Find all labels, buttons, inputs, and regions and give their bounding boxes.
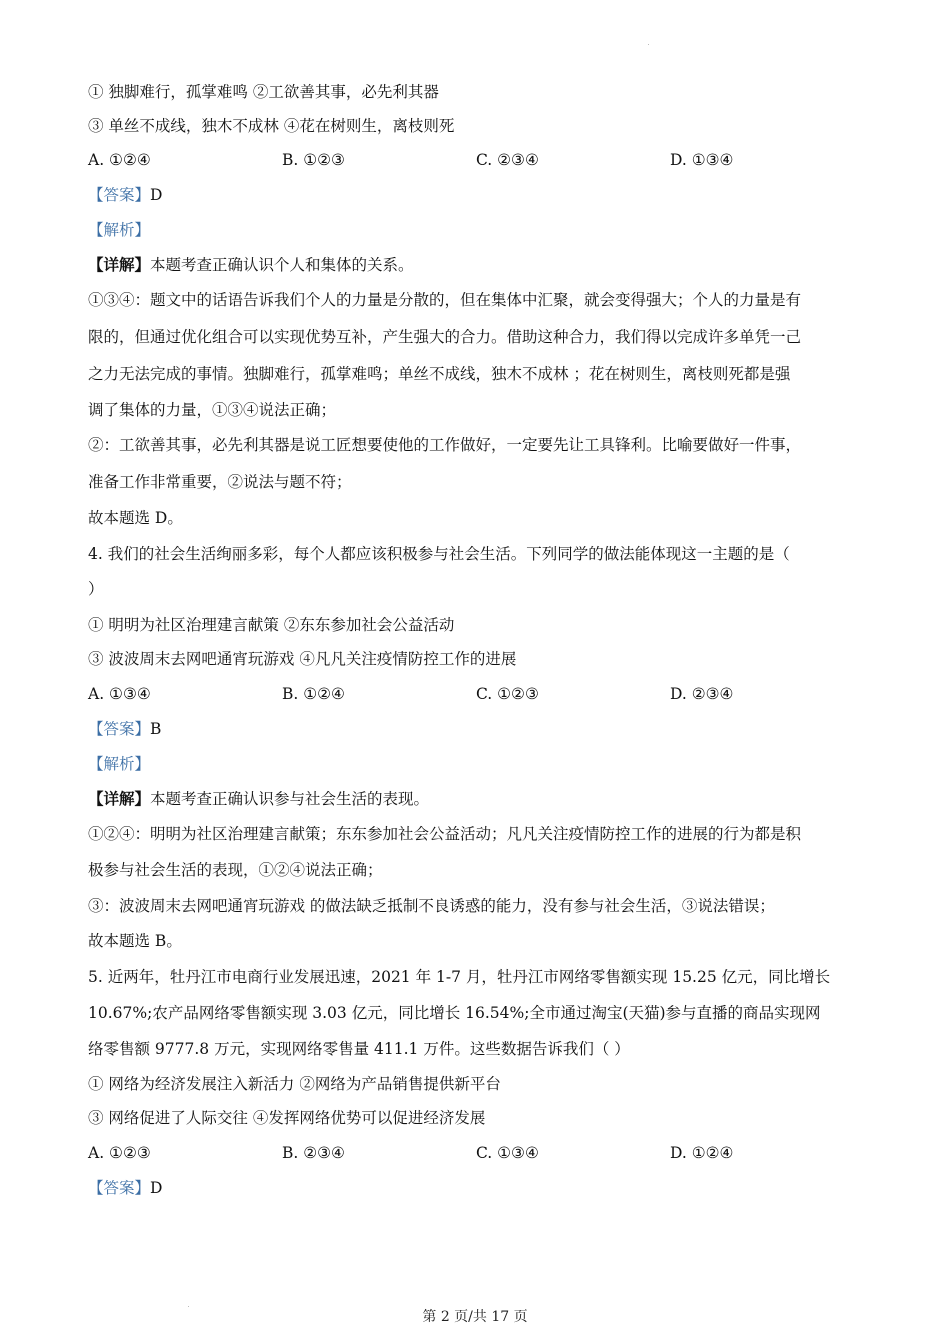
q4-statements-3-4: ③ 波波周末去网吧通宵玩游戏 ④凡凡关注疫情防控工作的进展 — [88, 650, 517, 668]
q3-conclusion: 故本题选 D。 — [88, 509, 183, 527]
q4-option-a: A. ①③④ — [88, 685, 151, 703]
answer-tag: 【答案】 — [88, 720, 151, 738]
q4-options — [88, 683, 868, 705]
detail-tag: 【详解】 — [88, 255, 151, 274]
q4-detail — [88, 788, 429, 810]
q3-analysis-tag: 【解析】 — [88, 221, 151, 239]
q3-explanation-line: ①③④：题文中的话语告诉我们个人的力量是分散的，但在集体中汇聚，就会变得强大；个人的力量是有 — [88, 291, 802, 309]
q3-explanation-line: 准备工作非常重要，②说法与题不符； — [88, 473, 352, 491]
q5-option-c: C. ①③④ — [476, 1144, 539, 1162]
q4-detail-intro: 本题考查正确认识参与社会生活的表现。 — [150, 790, 430, 808]
q4-answer-value: B — [150, 720, 162, 738]
q4-conclusion: 故本题选 B。 — [88, 932, 182, 950]
q4-explanation-line: ③：波波周末去网吧通宵玩游戏 的做法缺乏抵制不良诱惑的能力，没有参与社会生活，③说法错误； — [88, 897, 775, 915]
scan-speck — [648, 44, 649, 45]
answer-tag: 【答案】 — [88, 186, 151, 204]
detail-tag: 【详解】 — [88, 789, 151, 808]
q3-option-a: A. ①②④ — [88, 151, 151, 169]
q5-question-line: 络零售额 9777.8 万元，实现网络零售量 411.1 万件。这些数据告诉我们（ ） — [88, 1040, 630, 1058]
q3-explanation-line: ②：工欲善其事，必先利其器是说工匠想要使他的工作做好，一定要先让工具锋利。比喻要做好一件事， — [88, 436, 802, 454]
q3-explanation-line: 调了集体的力量，①③④说法正确； — [88, 401, 337, 419]
q3-answer-value: D — [150, 186, 163, 204]
q5-option-a: A. ①②③ — [88, 1144, 151, 1162]
q3-option-d: D. ①③④ — [670, 151, 734, 169]
q4-answer — [88, 718, 161, 740]
answer-tag: 【答案】 — [88, 1179, 151, 1197]
q5-option-d: D. ①②④ — [670, 1144, 734, 1162]
q4-option-d: D. ②③④ — [670, 685, 734, 703]
q3-explanation-line: 之力无法完成的事情。独脚难行，孤掌难鸣；单丝不成线，独木不成林 ；花在树则生，离枝则死都是强 — [88, 365, 791, 383]
q5-answer — [88, 1177, 162, 1199]
q4-option-b: B. ①②④ — [282, 685, 345, 703]
q5-statements-1-2: ① 网络为经济发展注入新活力 ②网络为产品销售提供新平台 — [88, 1075, 501, 1093]
q5-question-line: 5. 近两年，牡丹江市电商行业发展迅速，2021 年 1-7 月，牡丹江市网络零售额实现 15.25 亿元，同比增长 — [88, 968, 831, 986]
q4-analysis-tag: 【解析】 — [88, 755, 151, 773]
q5-statements-3-4: ③ 网络促进了人际交往 ④发挥网络优势可以促进经济发展 — [88, 1109, 486, 1127]
q3-statements-1-2: ① 独脚难行，孤掌难鸣 ②工欲善其事，必先利其器 — [88, 83, 439, 101]
q4-statements-1-2: ① 明明为社区治理建言献策 ②东东参加社会公益活动 — [88, 616, 455, 634]
q3-answer — [88, 184, 162, 206]
q5-answer-value: D — [150, 1179, 163, 1197]
q3-option-c: C. ②③④ — [476, 151, 539, 169]
q3-options — [88, 149, 868, 171]
q5-options — [88, 1142, 868, 1164]
q3-detail-intro: 本题考查正确认识个人和集体的关系。 — [150, 256, 414, 274]
q5-option-b: B. ②③④ — [282, 1144, 345, 1162]
q3-statements-3-4: ③ 单丝不成线，独木不成林 ④花在树则生，离枝则死 — [88, 117, 455, 135]
q3-explanation-line: 限的，但通过优化组合可以实现优势互补，产生强大的合力。借助这种合力，我们得以完成许多单凭一己 — [88, 328, 802, 346]
q4-question-bracket: ） — [88, 580, 104, 598]
q5-question-line: 10.67%;农产品网络零售额实现 3.03 亿元，同比增长 16.54%;全市通过淘宝(天猫)参与直播的商品实现网 — [88, 1004, 821, 1022]
q4-explanation-line: ①②④：明明为社区治理建言献策；东东参加社会公益活动；凡凡关注疫情防控工作的进展的行为都是积 — [88, 825, 802, 843]
q3-option-b: B. ①②③ — [282, 151, 345, 169]
q4-explanation-line: 极参与社会生活的表现，①②④说法正确； — [88, 861, 383, 879]
q4-option-c: C. ①②③ — [476, 685, 539, 703]
page-footer: 第 2 页/共 17 页 — [422, 1309, 528, 1325]
q3-detail — [88, 254, 414, 276]
q4-question: 4. 我们的社会生活绚丽多彩，每个人都应该积极参与社会生活。下列同学的做法能体现这一主题的是（ — [88, 545, 790, 563]
